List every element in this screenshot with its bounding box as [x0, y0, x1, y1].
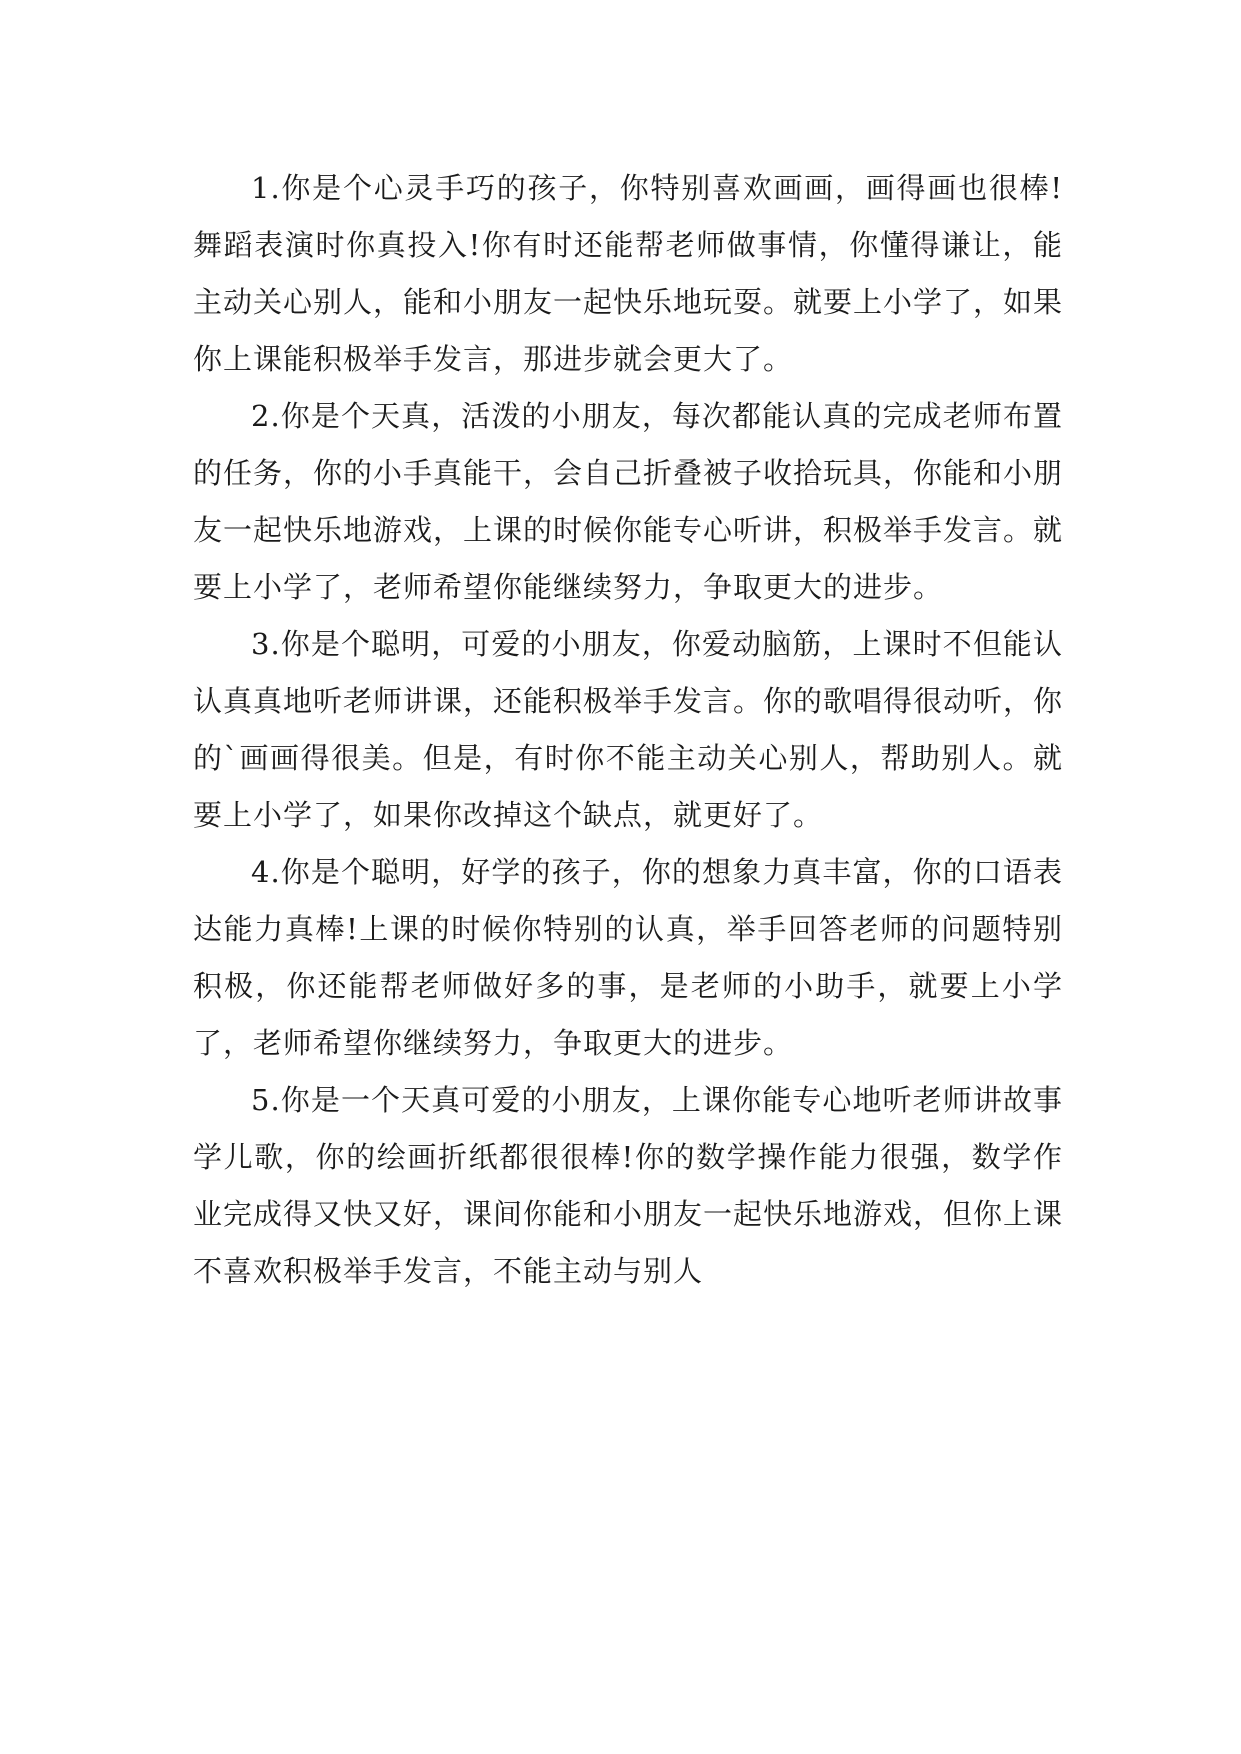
- document-body: [193, 160, 1063, 1300]
- comment-paragraph-4: 4.你是个聪明，好学的孩子，你的想象力真丰富，你的口语表达能力真棒!上课的时候你特别的认真，举手回答老师的问题特别积极，你还能帮老师做好多的事，是老师的小助手，就要上小学了，老师希望你继续努力，争取更大的进步。: [193, 855, 1063, 1060]
- comment-paragraph-1: 1.你是个心灵手巧的孩子，你特别喜欢画画，画得画也很棒!舞蹈表演时你真投入!你有时还能帮老师做事情，你懂得谦让，能主动关心别人，能和小朋友一起快乐地玩耍。就要上小学了，如果你上课能积极举手发言，那进步就会更大了。: [193, 171, 1064, 376]
- comment-paragraph-2: 2.你是个天真，活泼的小朋友，每次都能认真的完成老师布置的任务，你的小手真能干，会自己折叠被子收拾玩具，你能和小朋友一起快乐地游戏，上课的时候你能专心听讲，积极举手发言。就要上小学了，老师希望你能继续努力，争取更大的进步。: [193, 399, 1064, 604]
- comment-paragraph-5: 5.你是一个天真可爱的小朋友，上课你能专心地听老师讲故事学儿歌，你的绘画折纸都很很棒!你的数学操作能力很强，数学作业完成得又快又好，课间你能和小朋友一起快乐地游戏，但你上课不喜欢积极举手发言，不能主动与别人: [193, 1083, 1064, 1288]
- comment-paragraph-3: 3.你是个聪明，可爱的小朋友，你爱动脑筋，上课时不但能认认真真地听老师讲课，还能积极举手发言。你的歌唱得很动听，你的`画画得很美。但是，有时你不能主动关心别人，帮助别人。就要上小学了，如果你改掉这个缺点，就更好了。: [193, 627, 1064, 832]
